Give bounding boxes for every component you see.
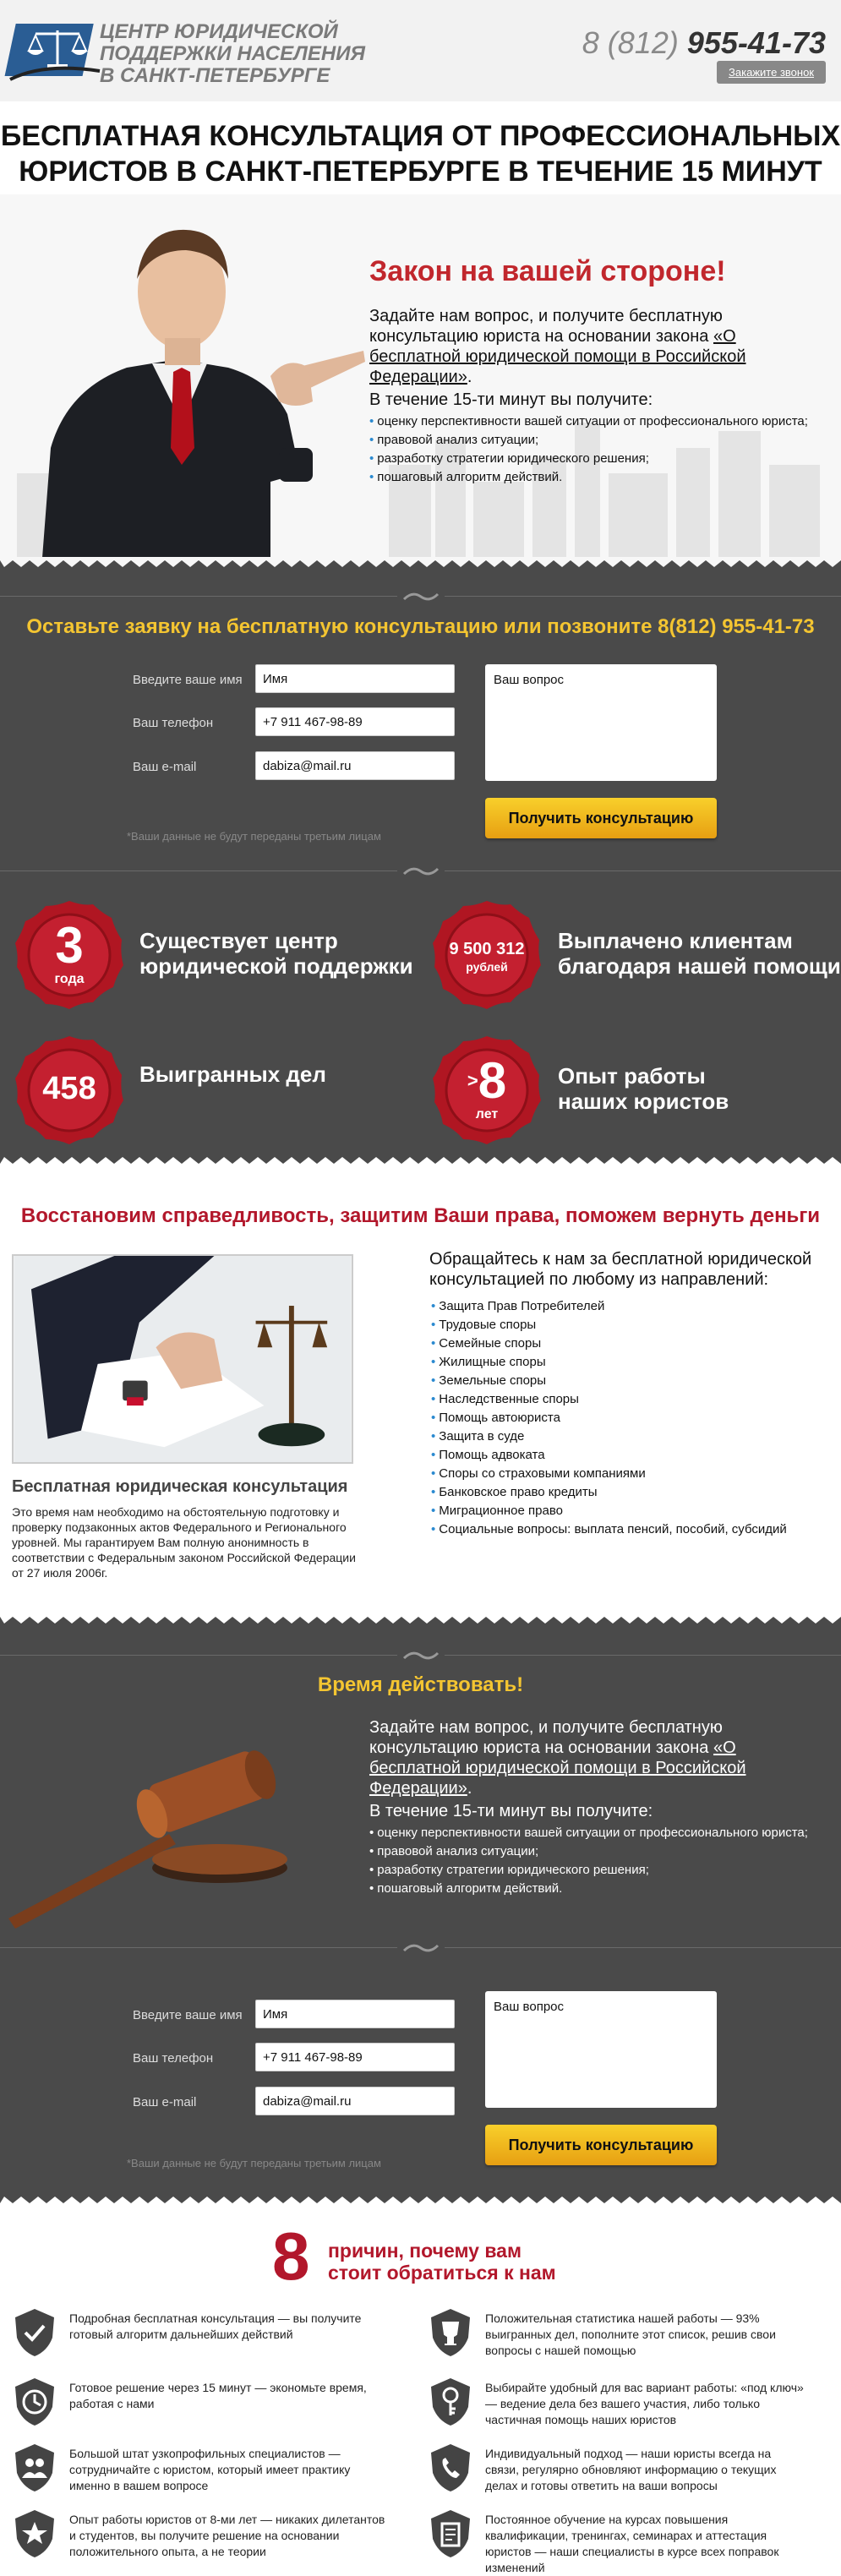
- action-title: Время действовать!: [317, 1673, 524, 1696]
- trophy-shield-icon: [428, 2307, 473, 2358]
- stat-line: наших юристов: [558, 1089, 729, 1114]
- stat-number: 3: [55, 917, 84, 974]
- shield-check-icon: [12, 2307, 57, 2358]
- action-section: [0, 1614, 841, 2206]
- hero-benefits-list: [369, 412, 808, 487]
- consultation-text: Это время нам необходимо на обстоятельную подготовку и проверку подзаконных актов Федерального и Регионального уровней. Мы гарантируем Вам полную анонимность в соответствии с Федеральным законом Российской Федерации от 27 июля 2006г.: [12, 1505, 356, 1580]
- action-subheading: В течение 15-ти минут вы получите:: [369, 1802, 653, 1820]
- logo-line: В САНКТ-ПЕТЕРБУРГЕ: [100, 64, 330, 87]
- phone-input[interactable]: +7 911 467-98-89: [255, 2043, 455, 2071]
- ornament-icon: [397, 1648, 445, 1663]
- stat-text: [558, 928, 841, 979]
- action-paragraph-end: .: [467, 1779, 472, 1798]
- email-label: Ваш e-mail: [133, 760, 197, 774]
- gavel-illustration: [8, 1733, 338, 1935]
- name-label: Введите ваше имя: [133, 673, 243, 687]
- stat-number: [429, 1052, 544, 1109]
- hero-subheading: В течение 15-ти минут вы получите:: [369, 390, 653, 409]
- reason-text: Большой штат узкопрофильных специалистов — сотрудничайте с юристом, который имеет практику именно в вашем вопросе: [69, 2447, 351, 2492]
- service-item: • Наследственные споры: [431, 1390, 787, 1409]
- ornament-icon: [397, 1940, 445, 1956]
- stat-number: 458: [42, 1071, 96, 1106]
- hero-section: [0, 194, 841, 558]
- header-phone[interactable]: [582, 25, 826, 61]
- reason-text: Готовое решение через 15 минут — экономьте время, работая с нами: [69, 2381, 367, 2410]
- list-item: • разработку стратегии юридического решения;: [369, 1861, 808, 1880]
- zigzag-divider: [0, 1613, 841, 1627]
- email-input[interactable]: dabiza@mail.ru: [255, 751, 455, 780]
- reasons-title-line: причин, почему вам: [328, 2240, 522, 2262]
- stat-line: Опыт работы: [558, 1063, 706, 1089]
- site-header: [0, 0, 841, 101]
- stat-text: [558, 1063, 729, 1114]
- stat-unit: года: [54, 972, 85, 986]
- zigzag-divider: [0, 1154, 841, 1167]
- stat-number: 9 500 312: [449, 940, 525, 958]
- reason-text: Положительная статистика нашей работы — 93% выигранных дел, пополните этот список, решив свои вопросы с нашей помощью: [485, 2311, 776, 2357]
- phone-input[interactable]: +7 911 467-98-89: [255, 707, 455, 736]
- hero-paragraph-text: Задайте нам вопрос, и получите бесплатную консультацию юриста на основании закона: [369, 307, 723, 346]
- submit-button[interactable]: Получить консультацию: [485, 2125, 717, 2165]
- services-intro: Обращайтесь к нам за бесплатной юридической консультацией по любому из направлений:: [429, 1250, 812, 1289]
- email-input[interactable]: dabiza@mail.ru: [255, 2087, 455, 2115]
- ornament-icon: [397, 864, 445, 879]
- name-label: Введите ваше имя: [133, 2008, 243, 2022]
- action-paragraph-text: Задайте нам вопрос, и получите бесплатную консультацию юриста на основании закона: [369, 1718, 723, 1757]
- privacy-note: *Ваши данные не будут переданы третьим лицам: [127, 830, 381, 843]
- list-item: • разработку стратегии юридического решения;: [369, 450, 808, 468]
- phone-label: Ваш телефон: [133, 2051, 214, 2066]
- people-icon: [12, 2442, 57, 2493]
- logo-text: [100, 21, 365, 87]
- consultation-heading: Бесплатная юридическая консультация: [12, 1477, 348, 1496]
- hero-paragraph-end: .: [467, 368, 472, 386]
- scales-logo-icon[interactable]: [10, 19, 100, 86]
- stat-unit: рублей: [466, 960, 508, 974]
- reason-text: Постоянное обучение на курсах повышения квалификации, тренингах, семинарах и аттестация юристов — наши специалисты в курсе всех поправок изменений: [485, 2513, 779, 2574]
- question-textarea[interactable]: Ваш вопрос: [485, 664, 717, 781]
- star-shield-icon: [12, 2508, 57, 2559]
- service-item: • Социальные вопросы: выплата пенсий, пособий, субсидий: [431, 1520, 787, 1539]
- law-link[interactable]: «О бесплатной юридической помощи в Российской Федерации»: [369, 327, 746, 386]
- stat-line: Выплачено клиентам: [558, 928, 793, 953]
- ornament-icon: [397, 589, 445, 604]
- key-icon: [428, 2377, 473, 2427]
- hero-paragraph: [369, 306, 826, 387]
- law-link[interactable]: «О бесплатной юридической помощи в Российской Федерации»: [369, 1738, 746, 1798]
- list-item: • оценку перспективности вашей ситуации от профессионального юриста;: [369, 412, 808, 431]
- privacy-note: *Ваши данные не будут переданы третьим лицам: [127, 2157, 381, 2169]
- phone-icon: [428, 2442, 473, 2493]
- stat-line: Существует центр: [139, 928, 338, 953]
- reason-text: Опыт работы юристов от 8-ми лет — никаких дилетантов и студентов, вы получите решение на основании положительного опыта, а не теории: [69, 2513, 385, 2558]
- service-item: • Миграционное право: [431, 1502, 787, 1520]
- action-paragraph: [369, 1717, 826, 1798]
- action-benefits-list: [369, 1824, 808, 1898]
- cta-title: Оставьте заявку на бесплатную консультацию или позвоните 8(812) 955-41-73: [26, 615, 815, 638]
- stat-line: Выигранных дел: [139, 1062, 326, 1087]
- logo-line: ПОДДЕРЖКИ НАСЕЛЕНИЯ: [100, 42, 366, 65]
- callback-button[interactable]: Закажите звонок: [717, 61, 826, 84]
- clock-icon: [12, 2377, 57, 2427]
- reasons-number: 8: [272, 2219, 310, 2294]
- services-title: Восстановим справедливость, защитим Ваши права, поможем вернуть деньги: [20, 1204, 821, 1227]
- stat-prefix: >: [467, 1070, 478, 1091]
- question-textarea[interactable]: Ваш вопрос: [485, 1991, 717, 2108]
- lawyer-photo: [17, 194, 372, 558]
- service-item: • Семейные споры: [431, 1334, 787, 1353]
- service-item: • Споры со страховыми компаниями: [431, 1465, 787, 1483]
- zigzag-divider: [0, 2193, 841, 2207]
- reason-text: Подробная бесплатная консультация — вы получите готовый алгоритм дальнейших действий: [69, 2311, 362, 2341]
- list-item: • оценку перспективности вашей ситуации от профессионального юриста;: [369, 1824, 808, 1842]
- page-title: [0, 118, 841, 189]
- service-item: • Помощь адвоката: [431, 1446, 787, 1465]
- list-item: • пошаговый алгоритм действий.: [369, 468, 808, 487]
- stat-number-value: 8: [478, 1052, 507, 1109]
- phone-prefix: 8 (812): [582, 25, 679, 60]
- form-stats-section: [0, 558, 841, 1166]
- stat-unit: лет: [475, 1107, 499, 1122]
- stat-text: [139, 1062, 326, 1087]
- reasons-title-line: стоит обратиться к нам: [328, 2262, 556, 2284]
- name-input[interactable]: Имя: [255, 664, 455, 693]
- hero-heading: Закон на вашей стороне!: [369, 255, 726, 287]
- stat-line: благодаря нашей помощи: [558, 953, 841, 979]
- service-item: • Защита в суде: [431, 1427, 787, 1446]
- list-item: • правовой анализ ситуации;: [369, 431, 808, 450]
- submit-button[interactable]: Получить консультацию: [485, 798, 717, 838]
- phone-number: 955-41-73: [686, 25, 826, 60]
- page-title-line: ЮРИСТОВ В САНКТ-ПЕТЕРБУРГЕ В ТЕЧЕНИЕ 15 МИНУТ: [19, 156, 822, 188]
- service-item: • Трудовые споры: [431, 1316, 787, 1334]
- page-title-line: БЕСПЛАТНАЯ КОНСУЛЬТАЦИЯ ОТ ПРОФЕССИОНАЛЬНЫХ: [0, 120, 841, 152]
- reasons-title: [328, 2240, 556, 2284]
- name-input[interactable]: Имя: [255, 2000, 455, 2028]
- lawyer-stamp-photo: [12, 1254, 353, 1464]
- email-label: Ваш e-mail: [133, 2095, 197, 2109]
- service-item: • Жилищные споры: [431, 1353, 787, 1372]
- reason-text: Выбирайте удобный для вас вариант работы: «под ключ» — ведение дела без вашего участия, либо только частичная помощь наших юристов: [485, 2381, 804, 2426]
- zigzag-divider: [0, 557, 841, 570]
- service-item: • Защита Прав Потребителей: [431, 1297, 787, 1316]
- list-item: • пошаговый алгоритм действий.: [369, 1880, 808, 1898]
- logo-line: ЦЕНТР ЮРИДИЧЕСКОЙ: [100, 20, 338, 43]
- phone-label: Ваш телефон: [133, 716, 214, 730]
- stat-text: [139, 928, 413, 979]
- service-item: • Банковское право кредиты: [431, 1483, 787, 1502]
- service-item: • Земельные споры: [431, 1372, 787, 1390]
- services-list: [431, 1297, 787, 1539]
- reason-text: Индивидуальный подход — наши юристы всегда на связи, регулярно обновляют информацию о текущих делах и готовы ответить на ваши вопросы: [485, 2447, 777, 2492]
- list-item: • правовой анализ ситуации;: [369, 1842, 808, 1861]
- book-icon: [428, 2508, 473, 2559]
- service-item: • Помощь автоюриста: [431, 1409, 787, 1427]
- stat-line: юридической поддержки: [139, 953, 413, 979]
